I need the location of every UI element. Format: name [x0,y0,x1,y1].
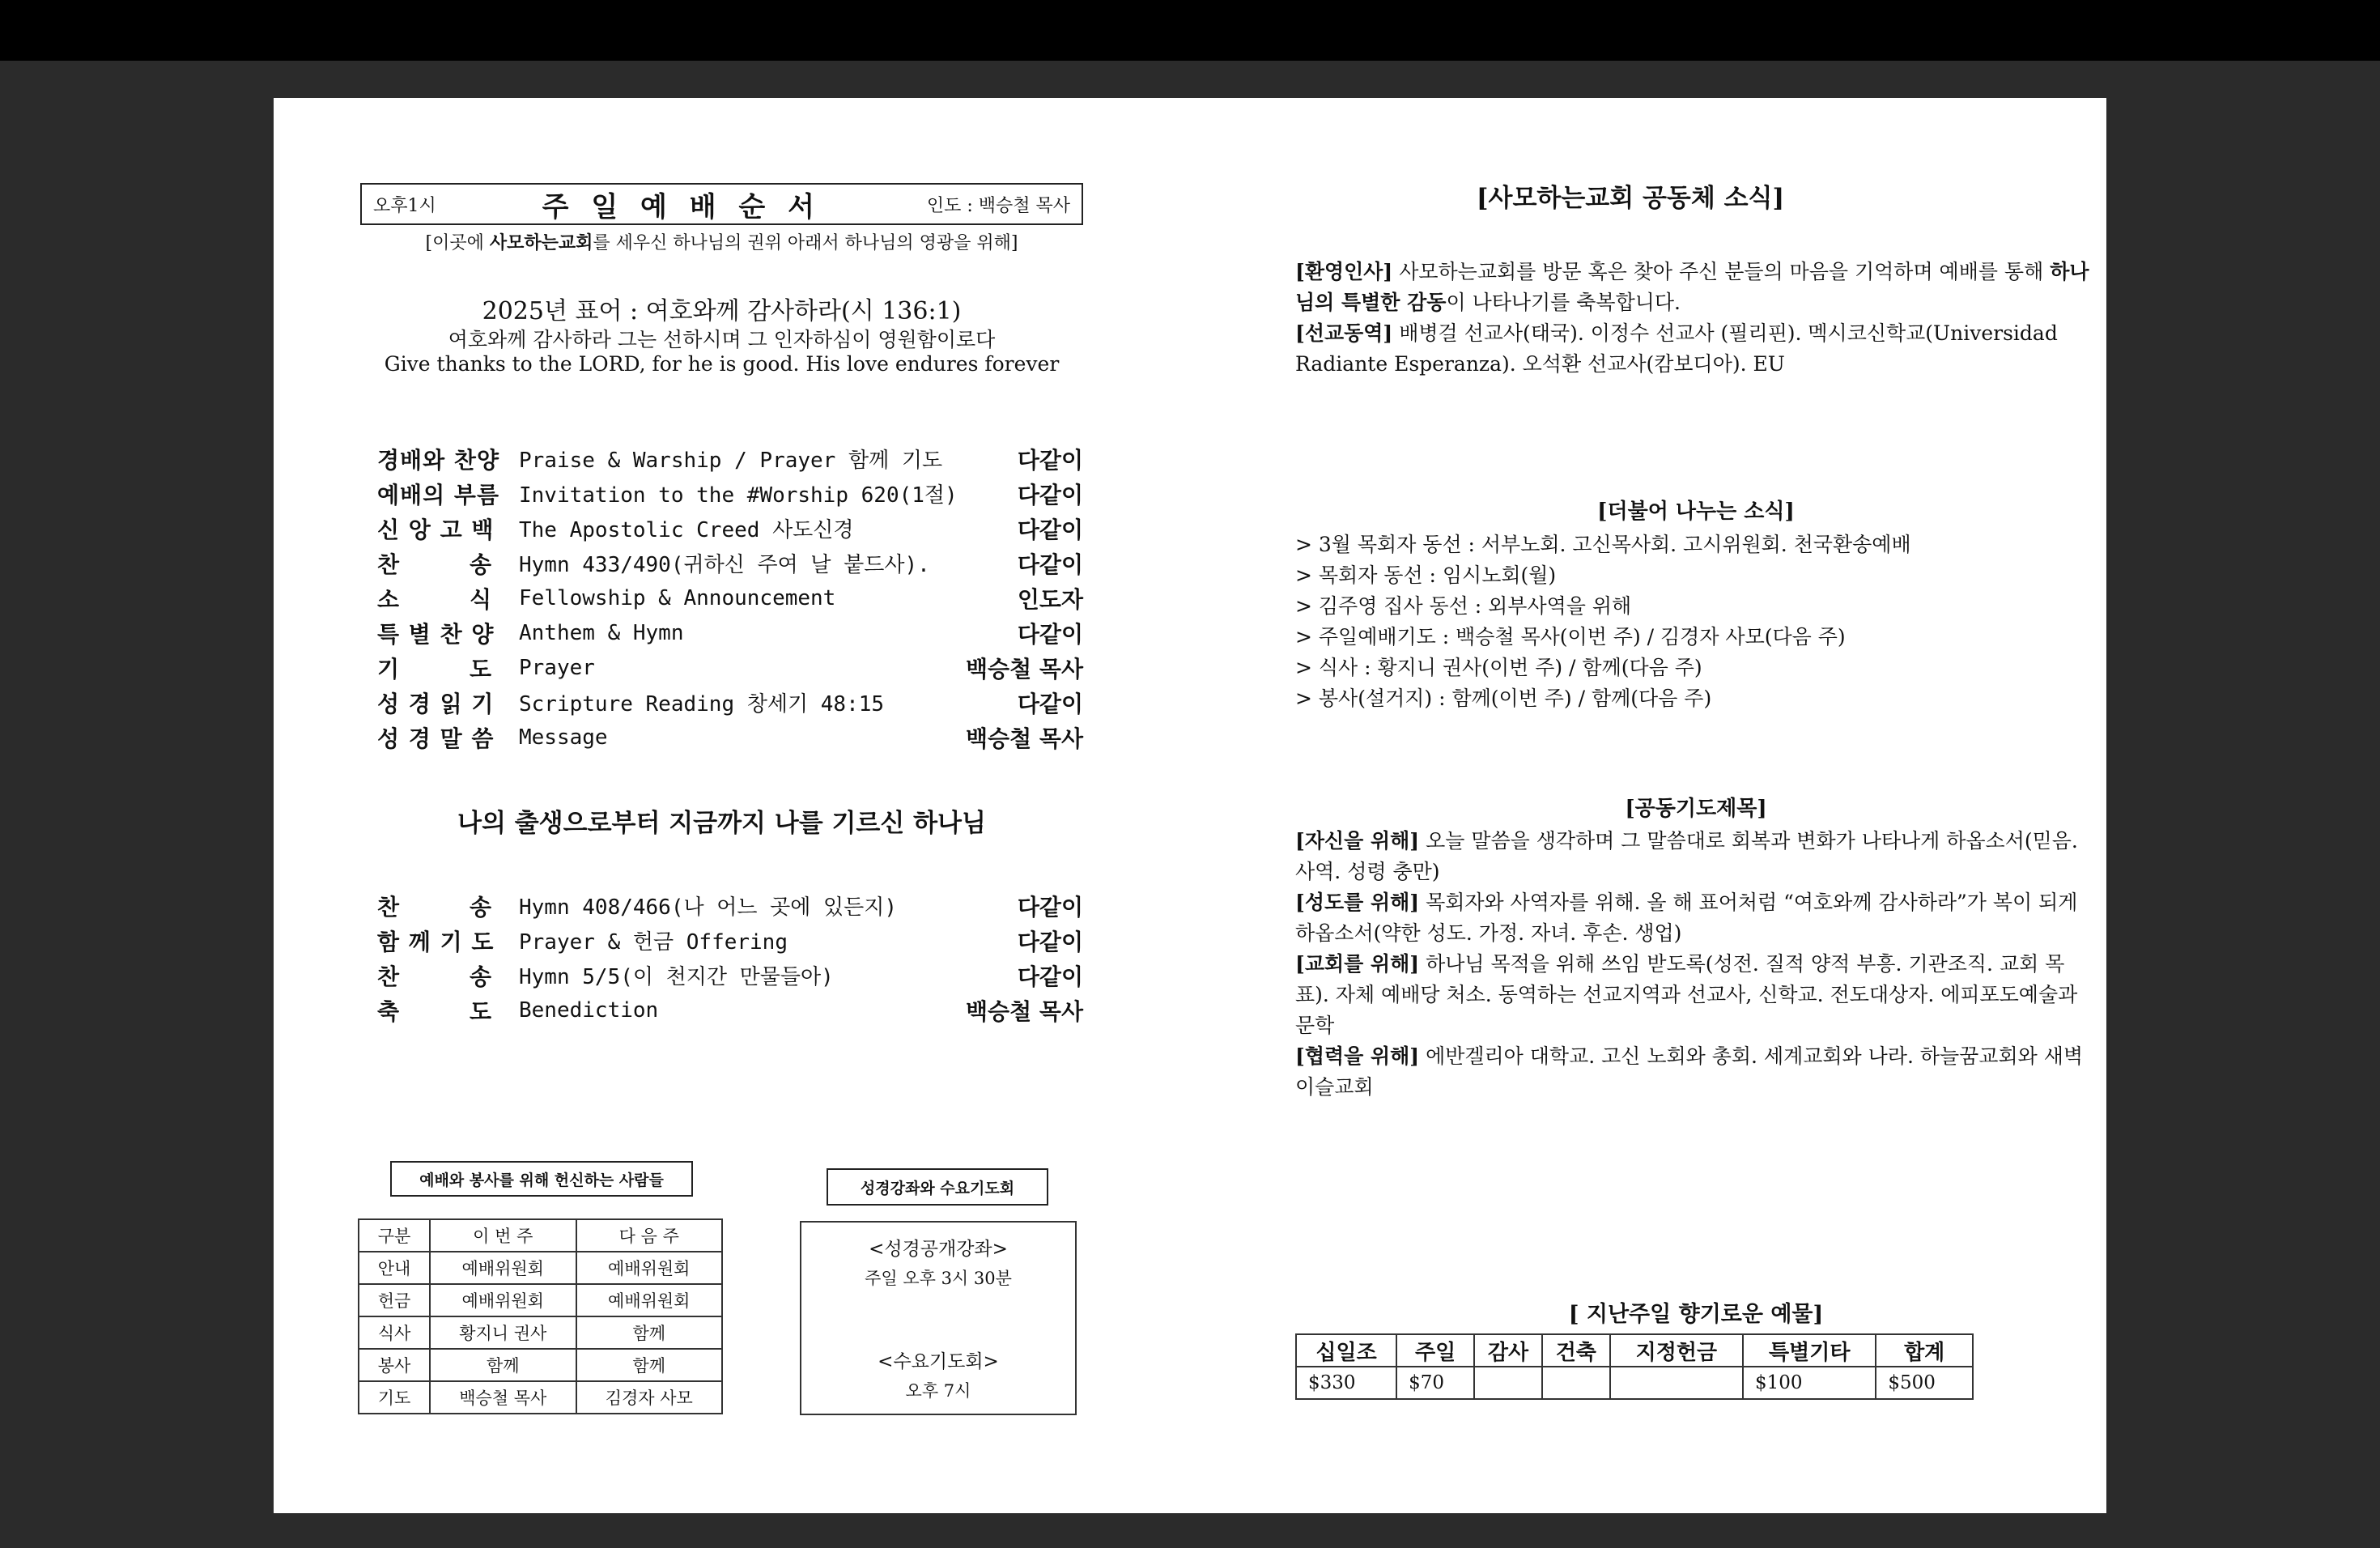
servants-label: 예배와 봉사를 위해 헌신하는 사람들 [390,1161,693,1197]
motto-korean: 여호와께 감사하라 그는 선하시며 그 인자하심이 영원함이로다 [448,328,996,351]
prayer-item: [교회를 위해] 하나님 목적을 위해 쓰임 받도록(성전. 질적 양적 부흥. 기관조직. 교회 목표). 자체 예배당 처소. 동역하는 선교지역과 선교사, 신학교. 전도대상자. 에피포도예술과문학 [1295,952,2078,1037]
news-title: [사모하는교회 공동체 소식] [1476,184,1785,213]
table-row: 봉사 함께 함께 [359,1349,722,1381]
list-item: > 김주영 집사 동선 : 외부사역을 위해 [1295,594,1632,618]
bible-label: 성경강좌와 수요기도회 [827,1168,1048,1206]
list-item: > 봉사(설거지) : 함께(이번 주) / 함께(다음 주) [1295,687,1712,710]
order-row: 함 께 기 도 Prayer & 헌금 Offering 다같이 [377,928,1083,955]
prayer-item: [자신을 위해] 오늘 말씀을 생각하며 그 말씀대로 회복과 변화가 나타나게 하옵소서(믿음. 사역. 성령 충만) [1295,829,2078,883]
bible-lecture-time: 주일 오후 3시 30분 [865,1269,1012,1288]
table-row: 십일조 주일 감사 건축 지정헌금 특별기타 합계 [1296,1334,1973,1367]
bulletin-page [274,98,2106,1513]
welcome-paragraph: [환영인사] 사모하는교회를 방문 혹은 찾아 주신 분들의 마음을 기억하며 예배를 통해 하나님의 특별한 감동이 나타나기를 축복합니다. [선교동역] 배병걸 선교사(태국). 이정수 선교사 (필리핀). 멕시코신학교(Universidad Radiante Esperanza). 오석환 선교사(캄보디아). EU [1295,260,2089,376]
prayer-item: [협력을 위해] 에반겔리아 대학교. 고신 노회와 총회. 세계교회와 나라. 하늘꿈교회와 새벽이슬교회 [1295,1044,2083,1099]
order-row: 축 도 Benediction 백승철 목사 [377,997,1083,1025]
list-item: > 식사 : 황지니 권사(이번 주) / 함께(다음 주) [1295,656,1702,679]
table-row: 구분 이 번 주 다 음 주 [359,1219,722,1252]
list-item: > 3월 목회자 동선 : 서부노회. 고신목사회. 고시위원회. 천국환송예배 [1295,533,1911,556]
share-title: [더불어 나누는 소식] [1597,500,1795,524]
sermon-title: 나의 출생으로부터 지금까지 나를 기르신 하나님 [457,809,986,838]
prayer-title: [공동기도제목] [1625,797,1767,821]
service-leader: 인도 : 백승철 목사 [926,195,1070,216]
order-row: 경배와 찬양 Praise & Warship / Prayer 함께 기도 다같이 [377,446,1083,474]
wednesday-prayer-time: 오후 7시 [905,1381,971,1401]
order-row: 성 경 읽 기 Scripture Reading 창세기 48:15 다같이 [377,690,1083,717]
order-of-worship-2 [377,888,1083,1027]
order-row: 신 앙 고 백 The Apostolic Creed 사도신경 다같이 [377,516,1083,543]
order-of-worship-1 [377,441,1083,755]
prayer-list [1295,826,2097,1103]
servants-table [358,1218,723,1414]
table-row: 식사 황지니 권사 함께 [359,1316,722,1349]
list-item: > 주일예배기도 : 백승철 목사(이번 주) / 김경자 사모(다음 주) [1295,625,1846,649]
service-time: 오후1시 [373,195,436,216]
offering-title: [ 지난주일 향기로운 예물] [1568,1302,1824,1327]
order-row: 예배의 부름 Invitation to the #Worship 620(1절) 다같이 [377,481,1083,508]
bible-box [800,1221,1077,1415]
bible-lecture-title: <성경공개강좌> [869,1239,1008,1260]
list-item: > 목회자 동선 : 임시노회(월) [1295,563,1557,587]
order-row: 기 도 Prayer 백승철 목사 [377,655,1083,683]
order-row: 특 별 찬 양 Anthem & Hymn 다같이 [377,620,1083,648]
prayer-item: [성도를 위해] 목회자와 사역자를 위해. 올 해 표어처럼 “여호와께 감사하라”가 복이 되게 하옵소서(약한 성도. 가정. 자녀. 후손. 생업) [1295,891,2078,945]
motto-title: 2025년 표어 : 여호와께 감사하라(시 136:1) [482,297,962,325]
order-row: 찬 송 Hymn 5/5(이 천지간 만물들아) 다같이 [377,963,1083,990]
order-row: 찬 송 Hymn 408/466(나 어느 곳에 있든지) 다같이 [377,893,1083,921]
service-title-box [360,183,1083,225]
order-row: 찬 송 Hymn 433/490(귀하신 주여 날 붙드사). 다같이 [377,551,1083,578]
offering-table [1295,1333,1974,1400]
table-row: 안내 예배위원회 예배위원회 [359,1252,722,1284]
top-bar [0,0,2380,61]
order-row: 성 경 말 씀 Message 백승철 목사 [377,725,1083,752]
dedication-line: [이곳에 사모하는교회를 세우신 하나님의 권위 아래서 하나님의 영광을 위해] [425,232,1018,253]
share-list [1295,529,2097,714]
service-title: 주 일 예 배 순 서 [542,190,821,223]
table-row: 기도 백승철 목사 김경자 사모 [359,1381,722,1414]
table-row: $330 $70 $100 $500 [1296,1367,1973,1399]
order-row: 소 식 Fellowship & Announcement 인도자 [377,585,1083,613]
table-row: 헌금 예배위원회 예배위원회 [359,1284,722,1316]
wednesday-prayer-title: <수요기도회> [878,1351,999,1372]
motto-english: Give thanks to the LORD, for he is good. His love endures forever [384,352,1060,376]
